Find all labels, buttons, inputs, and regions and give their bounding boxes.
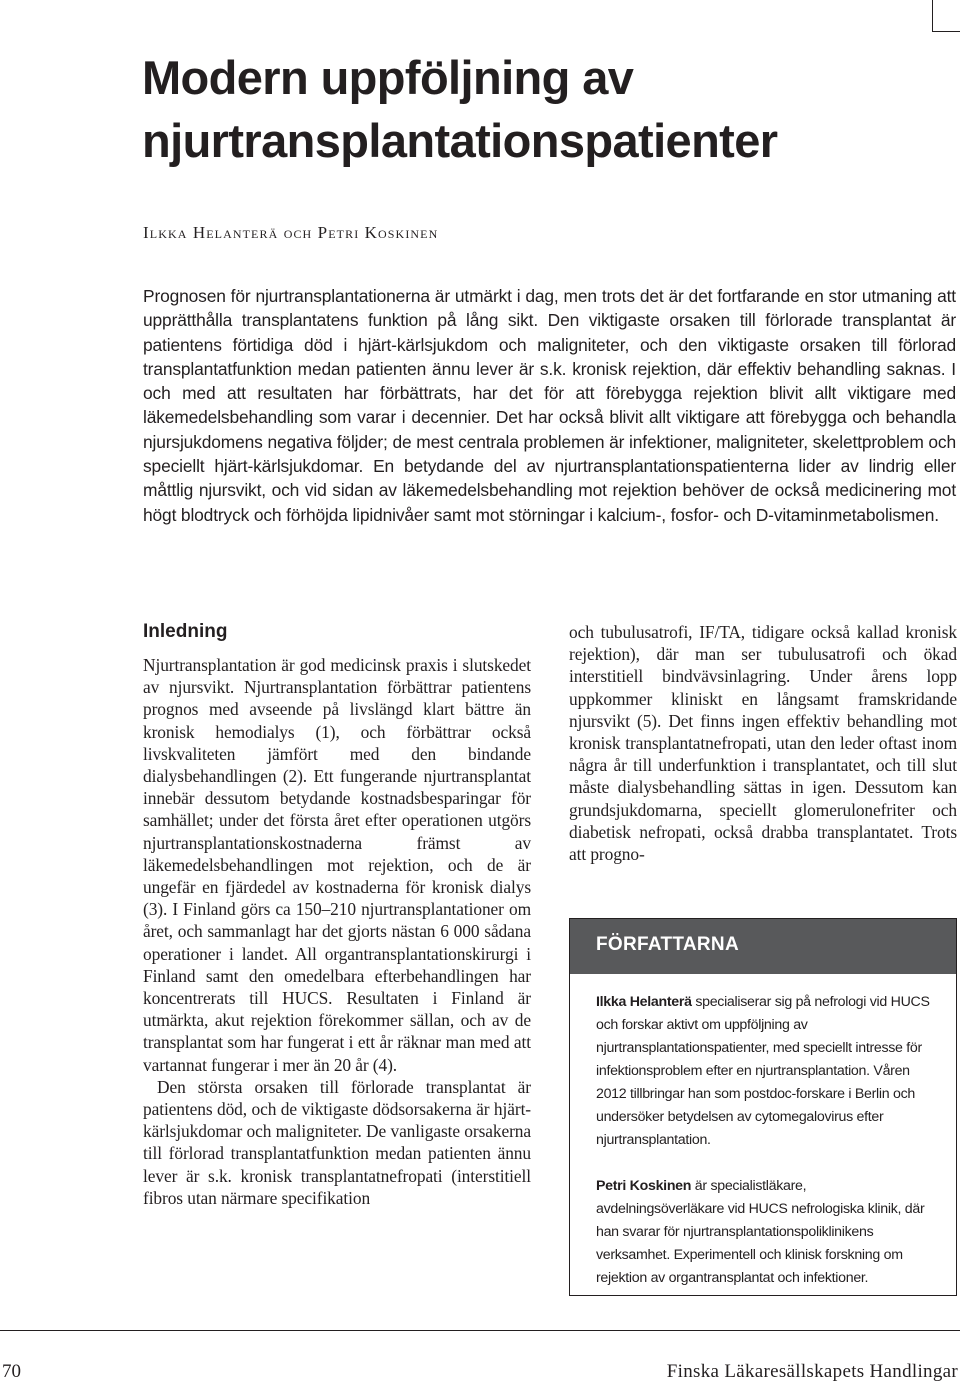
crop-mark-horizontal: [932, 31, 960, 32]
author-bio: [596, 991, 932, 1152]
author-bio: [596, 1175, 932, 1290]
article-abstract: Prognosen för njurtransplantationerna är utmärkt i dag, men trots det är det fortfarande en stor utmaning att upprätthålla transplantatens funktion på lång sikt. Den viktigaste orsaken till förlorade transplantat är patientens förtidiga död i hjärt-kärlsjukdom och maligniteter, och den viktigaste orsaken till förlorad transplantatfunktion medan patienten ännu lever är s.k. kronisk rejektion, där effektiv behandling saknas. I och med att resultaten har förbättrats, har det för att förebygga rejektion blivit allt viktigare med läkemedelsbehandling som varar i decennier. Det har också blivit allt viktigare att förebygga och behandla njursjukdomens negativa följder; de mest centrala problemen är infektioner, maligniteter, skelettproblem och speciellt hjärt-kärlsjukdomar. En betydande del av njurtransplantationspatienterna lider av lindrig eller måttlig njursvikt, och vid sidan av läkemedelsbehandling mot rejektion behöver de också medicinering mot högt blodtryck och förhöjda lipidnivåer samt mot störningar i kalcium-, fosfor- och D-vitaminmetabolismen.: [143, 286, 956, 525]
article-authors: Ilkka Helanterä och Petri Koskinen: [143, 223, 439, 242]
page-number: 70: [2, 1361, 21, 1382]
body-paragraph: Njurtransplantation är god medicinsk praxis i slutskedet av njursvikt. Njurtransplantation förbättrar patientens prognos med avseende på livslängd klart bättre än kronisk hemodialys (1), och förbättrar också livskvaliteten jämfört med den bindande dialysbehandlingen (2). Ett fungerande njurtransplantat innebär dessutom betydande kostnadsbesparingar för samhället; under det första året efter operationen utgörs njurtransplantationskostnaderna främst av läkemedelsbehandlingen mot rejektion, och de är ungefär en fjärdedel av kostnaderna för kronisk dialys (3). I Finland görs ca 150–210 njurtransplantationer om året, och sammanlagt har det gjorts nästan 6 000 sådana operationer i landet. All organtransplantationskirurgi i Finland samt den omedelbara efterbehandlingen har koncentrerats till HUCS. Resultaten i Finland är utmärkta, akut rejektion förekommer sällan, och av de transplantat som har fungerat i ett år räknar man med att vartannat fungerar i mer än 20 år (4).: [143, 655, 531, 1075]
journal-name: Finska Läkaresällskapets Handlingar: [666, 1361, 958, 1382]
author-bio-text: är specialistläkare, avdelningsöverläkare vid HUCS nefrologiska klinik, där han svarar för njurtransplantationspoliklinikens verksamhet. Experimentell och klinisk forskning om rejektion av organtransplantat och infektioner.: [596, 1178, 925, 1286]
author-info-box: [569, 918, 957, 1296]
author-box-title: FÖRFATTARNA: [570, 919, 956, 974]
right-column: [569, 621, 957, 865]
body-paragraph: Den största orsaken till förlorade transplantat är patientens död, och de viktigaste dödsorsakerna är hjärt-kärlsjukdomar och maligniteter. De vanligaste orsakerna till förlorad transplantatfunktion medan patienten ännu lever är s.k. kronisk transplantatnefropati (interstitiell fibros utan närmare specifikation: [143, 1076, 531, 1208]
article-title: Modern uppföljning av njurtransplantationspatienter: [142, 51, 778, 167]
author-bio-text: specialiserar sig på nefrologi vid HUCS och forskar aktivt om uppföljning av njurtransplantationspatienter, med speciellt intresse för infektionsproblem efter en njurtransplantation. Våren 2012 tillbringar han som postdoc-forskare i Berlin och undersöker betydelsen av cytomegalovirus efter njurtransplantation.: [596, 994, 930, 1148]
body-paragraph: och tubulusatrofi, IF/TA, tidigare också kallad kronisk rejektion), där man ser tubulusatrofi och ökad interstitiell bindvävsinlagring. Under årens lopp uppkommer kliniskt en långsamt framskridande njursvikt (5). Det finns ingen effektiv behandling mot kronisk transplantatnefropati, utan den leder oftast inom några år till underfunktion i transplantatet, och till slut måste dialysbehandling sättas in igen. Dessutom kan grundsjukdomarna, speciellt glomerulonefriter och diabetisk nefropati, också drabba transplantatet. Trots att progno-: [569, 622, 957, 865]
author-box-body: [596, 991, 932, 1313]
author-name: Ilkka Helanterä: [596, 994, 692, 1010]
crop-mark-vertical: [932, 0, 933, 32]
footer-divider: [0, 1330, 960, 1331]
section-heading-inledning: Inledning: [143, 621, 228, 642]
author-name: Petri Koskinen: [596, 1178, 692, 1194]
left-column: [143, 654, 531, 1209]
